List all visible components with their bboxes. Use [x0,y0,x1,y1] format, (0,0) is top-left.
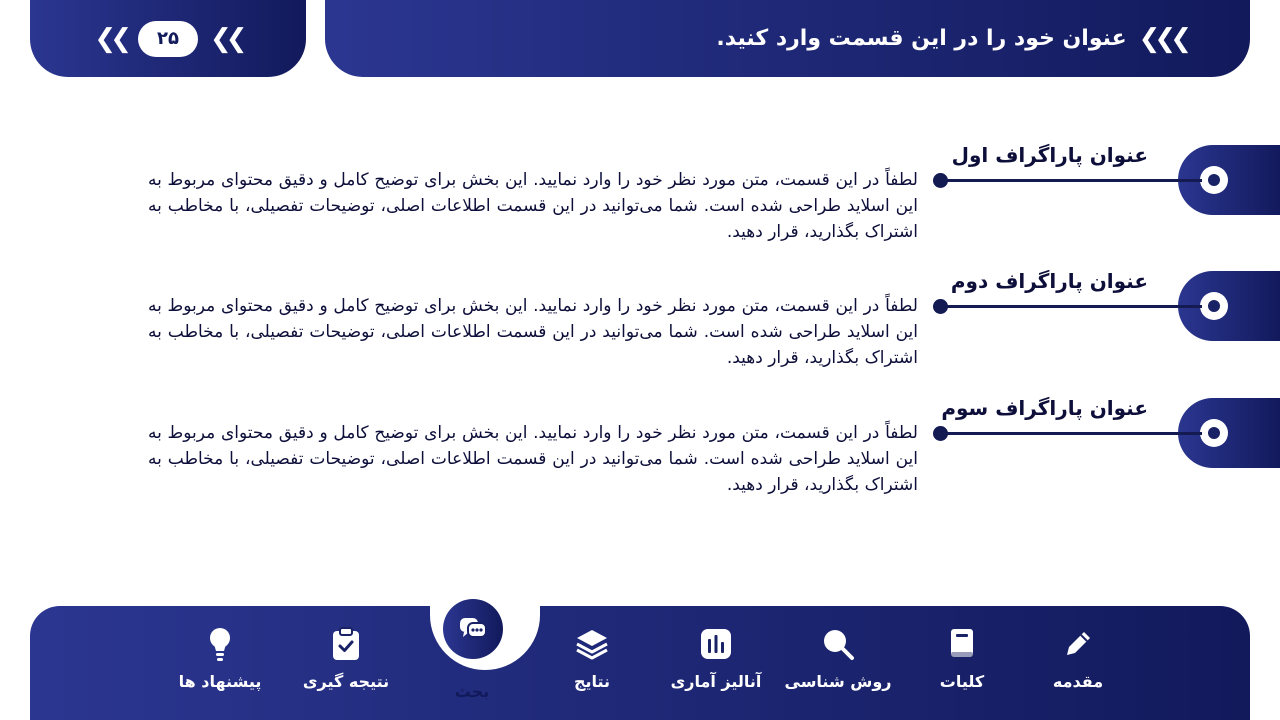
nav-active-circle[interactable] [443,599,503,659]
nav-label: بحث [454,682,490,701]
nav-item-statistical-analysis[interactable] [656,624,776,691]
nav-item-methodology[interactable] [778,624,898,691]
paragraph-body: لطفاً در این قسمت، متن مورد نظر خود را وارد نمایید. این بخش برای توضیح کامل و دقیق محتوای مربوط به این اسلاید طراحی شده است. شما می‌توانید در این قسمت اطلاعات اصلی، توضیحات تفصیلی، با مخاطب به اشتراک بگذارید، قرار دهید. [148,296,918,368]
nav-label: آنالیز آماری [670,672,762,691]
page-number: ۲۵ [138,21,198,57]
triple-chevron-icon: ❮❮❮ [1138,23,1186,54]
nav-item-introduction[interactable] [1018,624,1138,691]
nav-label: کلیات [939,672,985,691]
nav-item-overview[interactable] [902,624,1022,691]
paragraph-body: لطفاً در این قسمت، متن مورد نظر خود را وارد نمایید. این بخش برای توضیح کامل و دقیق محتوای مربوط به این اسلاید طراحی شده است. شما می‌توانید در این قسمت اطلاعات اصلی، توضیحات تفصیلی، با مخاطب به اشتراک بگذارید، قرار دهید. [148,423,918,495]
connector-line [940,432,1202,435]
book-icon [947,627,977,661]
page-number-bar [30,0,306,77]
paragraph-block-3 [0,398,1280,518]
nav-label: پیشنهاد ها [178,672,262,691]
pencil-icon [1061,627,1095,661]
bar-chart-icon [699,627,733,661]
clipboard-check-icon [330,626,362,662]
chat-icon [458,615,488,643]
connector-line [940,179,1202,182]
nav-label: نتایج [573,672,611,691]
search-icon [820,626,856,662]
connector-dot [933,173,948,188]
bullet-ring-icon [1200,419,1228,447]
connector-dot [933,299,948,314]
paragraph-body: لطفاً در این قسمت، متن مورد نظر خود را وارد نمایید. این بخش برای توضیح کامل و دقیق محتوای مربوط به این اسلاید طراحی شده است. شما می‌توانید در این قسمت اطلاعات اصلی، توضیحات تفصیلی، با مخاطب به اشتراک بگذارید، قرار دهید. [148,170,918,242]
layers-icon [574,627,610,661]
paragraph-block-2 [0,271,1280,391]
bullet-ring-icon [1200,292,1228,320]
nav-label: روش شناسی [784,672,892,691]
nav-item-suggestions[interactable] [160,624,280,691]
nav-label: نتیجه گیری [302,672,390,691]
connector-dot [933,426,948,441]
nav-item-discussion[interactable] [412,674,532,701]
nav-item-conclusion[interactable] [286,624,406,691]
chevrons-left-icon[interactable]: ❮❮ [94,23,126,54]
page-title: عنوان خود را در این قسمت وارد کنید. [716,26,1127,51]
paragraph-block-1 [0,145,1280,265]
nav-label: مقدمه [1052,672,1104,691]
paragraph-heading: عنوان پاراگراف اول [951,143,1148,167]
nav-item-results[interactable] [532,624,652,691]
title-bar [325,0,1250,77]
connector-line [940,305,1202,308]
bullet-ring-icon [1200,166,1228,194]
chevrons-right-icon[interactable]: ❮❮ [210,23,242,54]
paragraph-heading: عنوان پاراگراف دوم [950,269,1148,293]
lightbulb-icon [206,626,234,662]
paragraph-heading: عنوان پاراگراف سوم [941,396,1148,420]
